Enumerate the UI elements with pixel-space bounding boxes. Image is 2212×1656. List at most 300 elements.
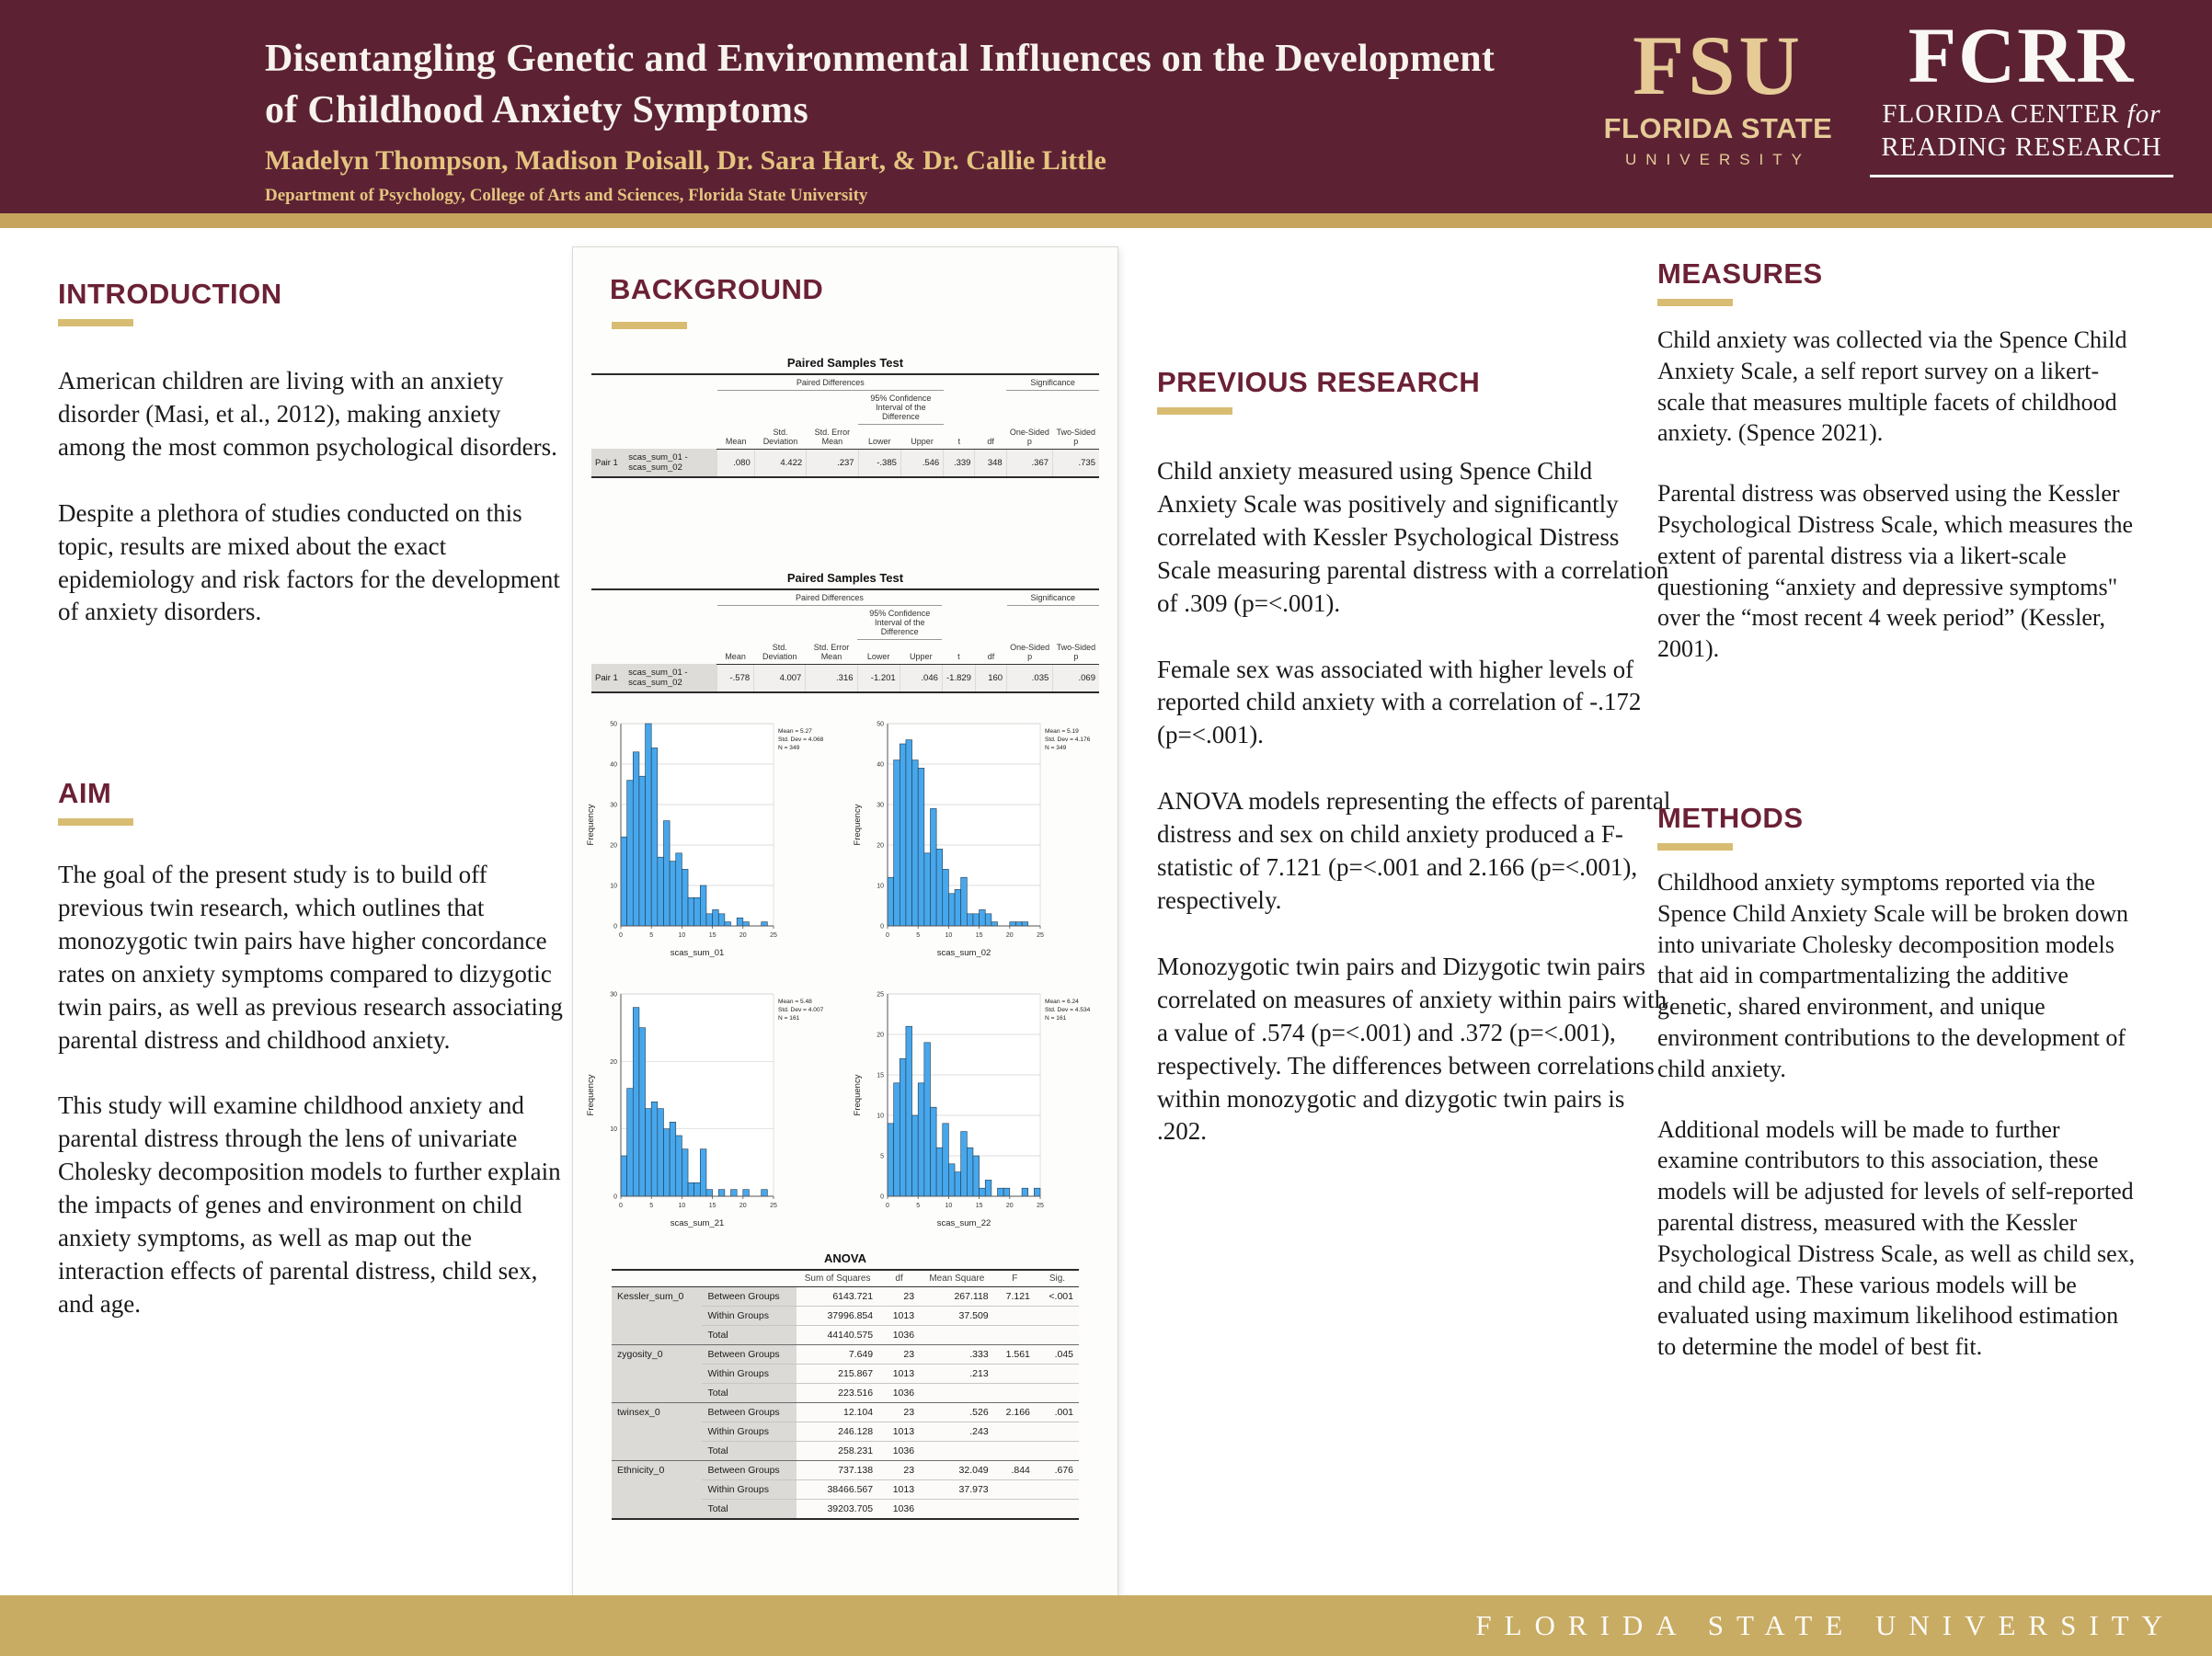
paragraph: Monozygotic twin pairs and Dizygotic twin pairs correlated on measures of anxiety within pairs with a value of .574 (p=<.001) and .372 (p=<.001), respectively. The differences between correlations within monozygotic and dizygotic twin pairs is .202. (1157, 952, 1668, 1146)
table-value-cell (920, 1384, 994, 1403)
histogram-bar (924, 853, 931, 926)
histogram-bar (980, 1188, 986, 1196)
y-axis-label: Frequency (586, 1074, 596, 1116)
background-heading: BACKGROUND (610, 273, 824, 305)
table-header-cell: Std. Deviation (754, 640, 806, 665)
histogram-bar (943, 1124, 949, 1196)
histogram-scas-sum-21 (584, 976, 838, 1240)
table-header-cell: Significance (1007, 589, 1099, 606)
x-axis-label: scas_sum_01 (670, 948, 725, 958)
histogram-bar (973, 1156, 980, 1196)
paired-samples-table-1 (591, 356, 1099, 478)
poster-department: Department of Psychology, College of Arts and Sciences, Florida State University (265, 186, 868, 205)
table-value-cell: -1.201 (857, 664, 900, 692)
anova-group-label: Total (702, 1384, 797, 1403)
table-title: Paired Samples Test (786, 356, 904, 370)
table-value-cell: 1013 (878, 1307, 920, 1326)
table-value-cell (994, 1442, 1036, 1461)
y-tick-label: 30 (610, 991, 617, 999)
table-value-cell (994, 1500, 1036, 1520)
table-header-cell (717, 391, 858, 425)
histogram-bar (718, 1190, 725, 1196)
stats-annotation-line: Mean = 6.24 (1045, 999, 1079, 1005)
histogram-bar (973, 914, 980, 926)
histogram-bar (658, 857, 664, 926)
x-tick-label: 0 (886, 932, 889, 939)
introduction-underline (58, 319, 133, 326)
fcrr-logo-acronym: FCRR (1908, 11, 2136, 99)
methods-body (1657, 867, 2139, 1363)
x-tick-label: 25 (770, 932, 777, 939)
aim-body (58, 859, 575, 1321)
table-header-cell: 95% Confidence Interval of the Difference (857, 606, 942, 640)
poster-header (0, 0, 2212, 213)
methods-heading: METHODS (1657, 802, 1804, 834)
x-tick-label: 15 (708, 1203, 716, 1209)
histogram-bar (900, 1058, 906, 1196)
stats-annotation-line: N = 161 (778, 1015, 800, 1022)
histogram-bar (688, 1182, 694, 1196)
fsu-logo-acronym: FSU (1633, 18, 1804, 112)
table-value-cell: -.385 (858, 449, 900, 477)
section-aim (58, 777, 575, 1354)
x-tick-label: 5 (916, 932, 921, 939)
table-value-cell: 37996.854 (797, 1307, 878, 1326)
table-value-cell: 267.118 (920, 1287, 994, 1307)
histogram-bar (900, 744, 906, 926)
fsu-logo (1602, 18, 1834, 169)
table-header-cell: Sum of Squares (797, 1270, 878, 1287)
table-value-cell (1036, 1307, 1079, 1326)
table-value-cell: .213 (920, 1365, 994, 1384)
table-value-cell: 1013 (878, 1365, 920, 1384)
table-row (612, 1345, 1079, 1365)
anova-group-label: Between Groups (702, 1461, 797, 1480)
table-value-cell: 1013 (878, 1422, 920, 1442)
table-value-cell: 23 (878, 1287, 920, 1307)
histogram-bar (1015, 922, 1022, 926)
table-header-cell: Std. Error Mean (806, 640, 857, 665)
table-header-cell: Sig. (1036, 1270, 1079, 1287)
y-tick-label: 40 (877, 761, 884, 769)
histogram-grid (584, 705, 1106, 1239)
x-tick-label: 15 (975, 932, 983, 939)
y-tick-label: 10 (877, 1113, 884, 1120)
table-value-cell: .080 (717, 449, 754, 477)
table-value-cell: 1036 (878, 1326, 920, 1345)
histogram-bar (646, 1109, 652, 1196)
histogram-bar (991, 922, 998, 926)
section-methods (1657, 802, 2139, 1392)
table-header-cell: One-Sided p (1006, 425, 1052, 450)
table-value-cell: 23 (878, 1345, 920, 1365)
histogram-bar (658, 1109, 664, 1196)
header-gold-strip (0, 213, 2212, 228)
histogram-bar (918, 1083, 924, 1196)
paragraph: Child anxiety was collected via the Spence Child Anxiety Scale, a self report survey on a likert-scale that measures multiple facets of childhood anxiety. (Spence 2021). (1657, 326, 2127, 447)
x-axis-label: scas_sum_22 (936, 1218, 991, 1228)
y-tick-label: 30 (877, 802, 884, 809)
table-header-cell: Significance (1006, 374, 1099, 391)
paragraph: Female sex was associated with higher levels of reported child anxiety with a correlation of -.172 (p=<.001). (1157, 655, 1642, 749)
table-value-cell: .046 (900, 664, 942, 692)
histogram-bar (688, 897, 694, 926)
histogram-bar (762, 922, 768, 926)
table-header-cell: Mean Square (920, 1270, 994, 1287)
table-header-cell: Std. Deviation (754, 425, 806, 450)
table-header-cell: t (944, 425, 975, 450)
x-tick-label: 20 (739, 932, 747, 939)
table-header-cell: F (994, 1270, 1036, 1287)
anova-table (612, 1251, 1079, 1520)
y-tick-label: 25 (877, 991, 884, 999)
aim-underline (58, 818, 133, 826)
table-row (591, 664, 1099, 692)
y-axis-label: Frequency (853, 1074, 863, 1116)
paired-samples-table-2 (591, 571, 1099, 693)
table-value-cell: 223.516 (797, 1384, 878, 1403)
table-value-cell: 1013 (878, 1480, 920, 1500)
histogram-svg (584, 976, 838, 1240)
anova-group-label: Between Groups (702, 1287, 797, 1307)
histogram-bar (651, 748, 658, 926)
table-value-cell: 1036 (878, 1500, 920, 1520)
paragraph: Additional models will be made to further examine contributors to this association, these models will be adjusted for levels of self-reported parental distress, measured with the Kessler Psychological Distress Scale, as well as child sex, and child age. These various models will be evaluated using maximum likelihood estimation to determine the model of best fit. (1657, 1115, 2136, 1361)
x-tick-label: 10 (945, 1203, 953, 1209)
anova-group-label: Within Groups (702, 1422, 797, 1442)
histogram-bar (737, 918, 743, 926)
previous-research-underline (1157, 407, 1232, 415)
table-header-cell (702, 1270, 797, 1287)
histogram-scas-sum-02 (851, 705, 1105, 970)
poster-footer (0, 1595, 2212, 1656)
table-title: Paired Samples Test (786, 571, 904, 585)
histogram-bar (694, 1182, 701, 1196)
histogram-bar (670, 862, 676, 926)
table-header-cell: Lower (857, 640, 900, 665)
table-value-cell: 37.509 (920, 1307, 994, 1326)
spss-table (591, 588, 1099, 693)
x-tick-label: 10 (945, 932, 953, 939)
aim-heading: AIM (58, 777, 112, 809)
y-axis-label: Frequency (853, 804, 863, 846)
table-row (612, 1403, 1079, 1422)
x-tick-label: 0 (619, 932, 623, 939)
histogram-bar (906, 740, 912, 926)
table-value-cell: .333 (920, 1345, 994, 1365)
table-value-cell: 23 (878, 1403, 920, 1422)
histogram-bar (930, 808, 936, 926)
table-value-cell: 4.007 (754, 664, 806, 692)
histogram-bar (1022, 1188, 1028, 1196)
stats-annotation-line: Std. Dev = 4.068 (778, 737, 824, 743)
anova-group-label: Between Groups (702, 1345, 797, 1365)
x-tick-label: 5 (916, 1203, 921, 1209)
table-value-cell: .367 (1006, 449, 1052, 477)
histogram-bar (633, 1008, 639, 1196)
histogram-bar (924, 1043, 931, 1196)
background-underline (612, 322, 687, 329)
table-header-cell: Two-Sided p (1053, 640, 1099, 665)
x-tick-label: 10 (678, 932, 686, 939)
table-value-cell: 7.121 (994, 1287, 1036, 1307)
histogram-svg (851, 705, 1105, 970)
section-introduction (58, 278, 562, 662)
histogram-bar (670, 1122, 676, 1196)
y-tick-label: 15 (877, 1072, 884, 1079)
table-value-cell (994, 1326, 1036, 1345)
measures-heading: MEASURES (1657, 257, 1823, 290)
table-header-cell: Two-Sided p (1053, 425, 1099, 450)
anova-variable-label: zygosity_0 (612, 1345, 702, 1403)
x-axis-label: scas_sum_21 (670, 1218, 725, 1228)
table-value-cell: 160 (975, 664, 1006, 692)
histogram-bar (694, 897, 701, 926)
table-header-cell (1007, 606, 1099, 640)
table-value-cell: .526 (920, 1403, 994, 1422)
pair-label: Pair 1 (591, 664, 625, 692)
x-axis-label: scas_sum_02 (936, 948, 991, 958)
table-value-cell: 348 (975, 449, 1006, 477)
table-value-cell (920, 1442, 994, 1461)
histogram-bar (713, 909, 719, 926)
histogram-bar (930, 1107, 936, 1196)
stats-annotation-line: N = 349 (778, 745, 800, 751)
table-header-cell (942, 589, 1006, 640)
table-value-cell: 38466.567 (797, 1480, 878, 1500)
table-value-cell (1036, 1384, 1079, 1403)
table-value-cell: 6143.721 (797, 1287, 878, 1307)
histogram-bar (639, 1028, 646, 1196)
histogram-bar (718, 914, 725, 926)
histogram-bar (948, 1164, 955, 1196)
fcrr-logo-line1-for: for (2126, 99, 2161, 129)
methods-underline (1657, 843, 1733, 851)
y-axis-label: Frequency (586, 804, 596, 846)
histogram-bar (936, 1148, 943, 1196)
introduction-body (58, 365, 562, 629)
histogram-bar (682, 869, 688, 926)
table-value-cell: 37.973 (920, 1480, 994, 1500)
y-tick-label: 20 (877, 842, 884, 850)
anova-group-label: Within Groups (702, 1307, 797, 1326)
histogram-bar (912, 1115, 919, 1196)
histogram-bar (621, 837, 627, 926)
anova-group-label: Total (702, 1442, 797, 1461)
histogram-bar (700, 885, 706, 926)
section-measures (1657, 257, 2139, 694)
stats-annotation-line: Mean = 5.48 (778, 999, 812, 1005)
table-value-cell (1036, 1326, 1079, 1345)
fsu-logo-line1: FLORIDA STATE (1603, 112, 1833, 144)
table-value-cell: .237 (807, 449, 858, 477)
table-value-cell: 258.231 (797, 1442, 878, 1461)
table-header-cell: Mean (717, 640, 754, 665)
table-header-cell: Paired Differences (717, 374, 944, 391)
table-value-cell: 7.649 (797, 1345, 878, 1365)
x-tick-label: 0 (886, 1203, 889, 1209)
table-value-cell: .339 (944, 449, 975, 477)
histogram-bar (1010, 922, 1016, 926)
y-tick-label: 20 (877, 1032, 884, 1039)
stats-annotation-line: Std. Dev = 4.534 (1045, 1007, 1091, 1013)
table-value-cell: -1.829 (942, 664, 975, 692)
y-tick-label: 0 (880, 923, 884, 931)
y-tick-label: 10 (610, 1126, 617, 1134)
y-tick-label: 30 (610, 802, 617, 809)
histogram-scas-sum-22 (851, 976, 1105, 1240)
section-background-panel (572, 246, 1118, 1605)
histogram-scas-sum-01 (584, 705, 838, 970)
histogram-bar (651, 1102, 658, 1196)
stats-annotation-line: N = 161 (1045, 1015, 1067, 1022)
table-value-cell (1036, 1365, 1079, 1384)
histogram-bar (967, 914, 973, 926)
histogram-bar (743, 922, 750, 926)
histogram-bar (888, 1124, 894, 1196)
y-tick-label: 0 (613, 923, 617, 931)
table-value-cell: .001 (1036, 1403, 1079, 1422)
table-header-cell: df (878, 1270, 920, 1287)
table-row (612, 1287, 1079, 1307)
table-header-cell (591, 374, 717, 449)
anova-group-label: Total (702, 1326, 797, 1345)
histogram-bar (682, 1149, 688, 1196)
x-tick-label: 5 (649, 1203, 654, 1209)
table-value-cell: .035 (1007, 664, 1053, 692)
paragraph: The goal of the present study is to build off previous twin research, which outlines that monozygotic twin pairs have higher concordance rates on anxiety symptoms compared to dizygotic twin pairs, as well as previous research associating parental distress and childhood anxiety. (58, 861, 563, 1054)
x-tick-label: 25 (1037, 1203, 1044, 1209)
histogram-bar (676, 1136, 682, 1196)
histogram-bar (912, 760, 919, 926)
histogram-bar (646, 724, 652, 926)
variable-label: scas_sum_01 - scas_sum_02 (625, 449, 717, 477)
x-tick-label: 10 (678, 1203, 686, 1209)
table-value-cell: 1.561 (994, 1345, 1036, 1365)
stats-annotation-line: Std. Dev = 4.176 (1045, 737, 1091, 743)
histogram-bar (985, 914, 991, 926)
table-header-cell: One-Sided p (1007, 640, 1053, 665)
anova-group-label: Between Groups (702, 1403, 797, 1422)
table-header-cell (1006, 391, 1099, 425)
x-tick-label: 5 (649, 932, 654, 939)
poster-title-line2: of Childhood Anxiety Symptoms (265, 89, 808, 131)
previous-research-body (1157, 455, 1672, 1148)
paragraph: Despite a plethora of studies conducted on this topic, results are mixed about the exact epidemiology and risk factors for the development of anxiety disorders. (58, 498, 560, 626)
histogram-bar (1003, 1188, 1010, 1196)
variable-label: scas_sum_01 - scas_sum_02 (625, 664, 716, 692)
paragraph: American children are living with an anxiety disorder (Masi, et al., 2012), making anxiety among the most common psychological disorders. (58, 367, 557, 461)
table-value-cell: 4.422 (754, 449, 806, 477)
table-value-cell (1036, 1480, 1079, 1500)
histogram-bar (998, 1188, 1004, 1196)
pair-label: Pair 1 (591, 449, 625, 477)
x-tick-label: 0 (619, 1203, 623, 1209)
histogram-bar (700, 1149, 706, 1196)
y-tick-label: 0 (880, 1193, 884, 1201)
histogram-bar (888, 877, 894, 926)
table-value-cell: 39203.705 (797, 1500, 878, 1520)
introduction-heading: INTRODUCTION (58, 278, 282, 310)
table-value-cell (920, 1500, 994, 1520)
paragraph: Parental distress was observed using the Kessler Psychological Distress Scale, which measures the extent of parental distress via a likert-scale questioning “anxiety and depressive symptoms" over the “most recent 4 week period” (Kessler, 2001). (1657, 480, 2133, 663)
table-value-cell: .243 (920, 1422, 994, 1442)
x-tick-label: 20 (1005, 932, 1014, 939)
histogram-bar (627, 1089, 634, 1196)
x-tick-label: 25 (770, 1203, 777, 1209)
table-header-cell (944, 374, 1006, 425)
table-value-cell: .844 (994, 1461, 1036, 1480)
table-value-cell: .045 (1036, 1345, 1079, 1365)
table-header-cell: Upper (900, 640, 942, 665)
histogram-bar (743, 1190, 750, 1196)
fcrr-logo-rule (1870, 175, 2173, 177)
histogram-bar (943, 869, 949, 926)
table-value-cell (1036, 1442, 1079, 1461)
section-previous-research (1157, 366, 1672, 1182)
histogram-bar (985, 1180, 991, 1196)
table-header-cell: df (975, 640, 1006, 665)
table-value-cell: 737.138 (797, 1461, 878, 1480)
histogram-bar (894, 1083, 900, 1196)
x-tick-label: 20 (1005, 1203, 1014, 1209)
fcrr-logo-line1 (1841, 97, 2202, 131)
histogram-bar (894, 760, 900, 926)
y-tick-label: 0 (613, 1193, 617, 1201)
histogram-bar (936, 849, 943, 926)
table-value-cell: 32.049 (920, 1461, 994, 1480)
table-value-cell: 1036 (878, 1384, 920, 1403)
histogram-bar (706, 1190, 713, 1196)
histogram-bar (633, 752, 639, 926)
y-tick-label: 40 (610, 761, 617, 769)
fsu-logo-line2: UNIVERSITY (1624, 151, 1812, 168)
histogram-bar (961, 877, 968, 926)
table-value-cell (994, 1365, 1036, 1384)
table-value-cell (994, 1384, 1036, 1403)
histogram-bar (961, 1132, 968, 1196)
table-row (591, 449, 1099, 477)
table-value-cell: .316 (806, 664, 857, 692)
y-tick-label: 5 (880, 1153, 884, 1160)
histogram-bar (639, 776, 646, 926)
histogram-bar (948, 894, 955, 926)
y-tick-label: 50 (877, 721, 884, 728)
histogram-bar (676, 853, 682, 926)
histogram-bar (980, 909, 986, 926)
paragraph: This study will examine childhood anxiety and parental distress through the lens of univariate Cholesky decomposition models to further explain the impacts of genes and environment on child anxiety symptoms, as well as map out the interaction effects of parental distress, child sex, and age. (58, 1091, 561, 1318)
table-header-cell (591, 589, 717, 664)
table-value-cell: 1036 (878, 1442, 920, 1461)
paragraph: ANOVA models representing the effects of parental distress and sex on child anxiety produced a F-statistic of 7.121 (p=<.001 and 2.166 (p=<.001), respectively. (1157, 787, 1671, 914)
table-value-cell: .069 (1053, 664, 1099, 692)
histogram-bar (663, 821, 670, 926)
anova-table-grid (612, 1269, 1079, 1520)
table-header-cell: 95% Confidence Interval of the Difference (858, 391, 944, 425)
table-value-cell: 246.128 (797, 1422, 878, 1442)
histogram-bar (906, 1026, 912, 1196)
histogram-bar (967, 1148, 973, 1196)
measures-underline (1657, 299, 1733, 306)
measures-body (1657, 325, 2139, 665)
table-header-cell (717, 606, 858, 640)
fcrr-logo-line1-text: FLORIDA CENTER (1882, 99, 2120, 129)
footer-university-name: FLORIDA STATE UNIVERSITY (1475, 1609, 2175, 1641)
anova-variable-label: Kessler_sum_0 (612, 1287, 702, 1345)
table-header-cell: Upper (900, 425, 943, 450)
table-value-cell (994, 1422, 1036, 1442)
table-header-cell: Std. Error Mean (807, 425, 858, 450)
